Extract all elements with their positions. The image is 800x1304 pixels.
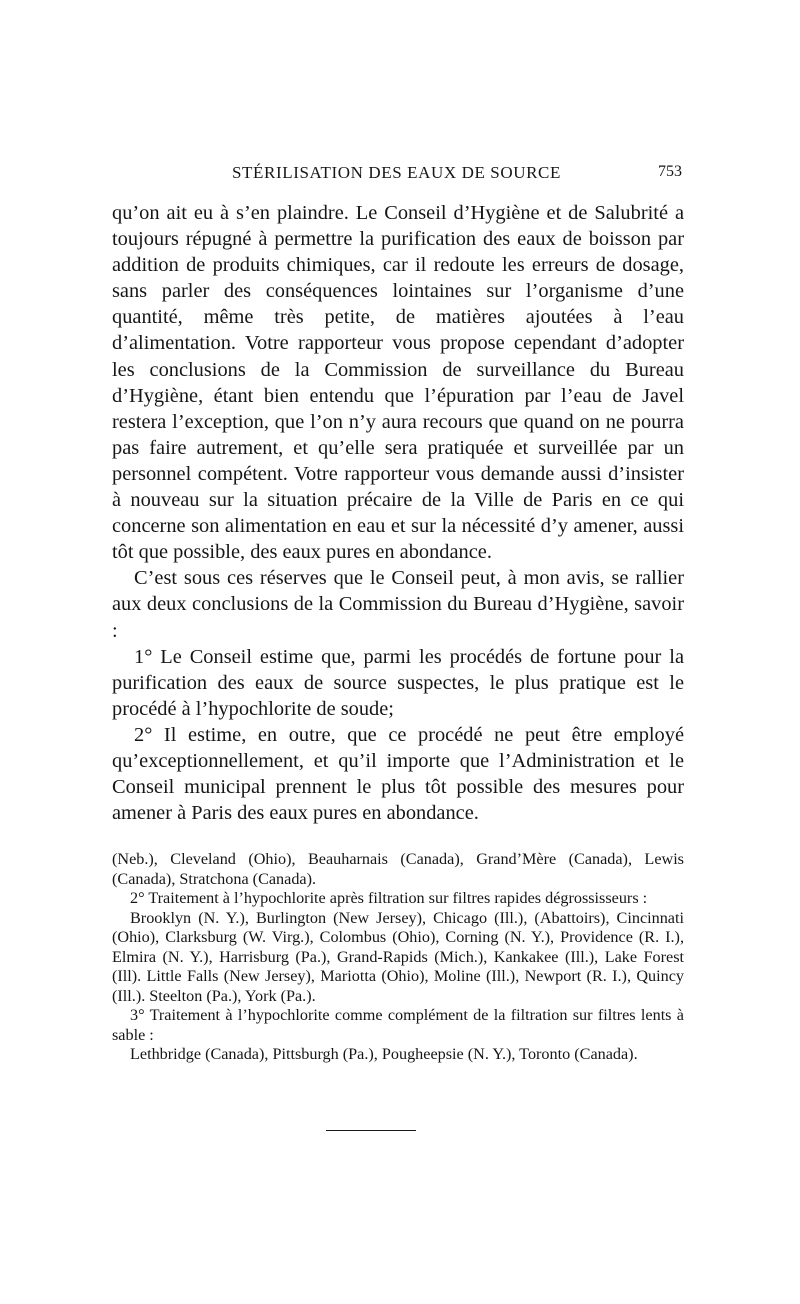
footnotes [112,850,684,1065]
paragraph: 1° Le Conseil estime que, parmi les procédés de fortune pour la purification des eaux de source suspectes, le plus pratique est le procédé à l’hypochlorite de soude; [112,645,684,720]
body-text [112,200,684,826]
paragraph: 2° Il estime, en outre, que ce procédé ne peut être employé qu’exceptionnellement, et qu’il importe que l’Administration et le Conseil municipal prennent le plus tôt possible des mesures pour amener à Paris des eaux pures en abondance. [112,723,684,825]
footnote-line: 2° Traitement à l’hypochlorite après filtration sur filtres rapides dégrossisseurs : [130,889,648,907]
running-title: STÉRILISATION DES EAUX DE SOURCE [232,163,561,182]
paragraph: C’est sous ces réserves que le Conseil peut, à mon avis, se rallier aux deux conclusions de la Commission du Bureau d’Hygiène, savoir : [112,567,684,642]
paragraph: qu’on ait eu à s’en plaindre. Le Conseil d’Hygiène et de Salubrité a toujours répugné à permettre la purification des eaux de boisson par addition de produits chimiques, car il redoute les erreurs de dosage, sans parler des conséquences lointaines sur l’organisme d’une quantité, même très petite, de matières ajoutées à l’eau d’alimentation. Votre rapporteur vous propose cependant d’adopter les conclusions de la Commission de surveillance du Bureau d’Hygiène, étant bien entendu que l’épuration par l’eau de Javel restera l’exception, que l’on n’y aura recours que quand on ne pourra pas faire autrement, et qu’elle sera pratiquée et surveillée par un personnel compétent. Votre rapporteur vous demande aussi d’insister à nouveau sur la situation précaire de la Ville de Paris en ce qui concerne son alimentation en eau et sur la nécessité d’y amener, aussi tôt que possible, des eaux pures en abondance. [112,202,684,564]
footnote-line: Brooklyn (N. Y.), Burlington (New Jersey), Chicago (Ill.), (Abattoirs), Cincinnati (Ohio), Clarksburg (W. Virg.), Colombus (Ohio), Corning (N. Y.), Providence (R. I.), Elmira (N. Y.), Harrisburg (Pa.), Grand-Rapids (Mich.), Kankakee (Ill.), Lake Forest (Ill). Little Falls (New Jersey), Mariotta (Ohio), Moline (Ill.), Newport (R. I.), Quincy (Ill.). Steelton (Pa.), York (Pa.). [112,908,684,1005]
end-rule [326,1130,416,1131]
page-number: 753 [658,163,682,180]
running-head [112,163,682,187]
footnote-line: (Neb.), Cleveland (Ohio), Beauharnais (Canada), Grand’Mère (Canada), Lewis (Canada), Stratchona (Canada). [112,850,684,888]
footnote-line: Lethbridge (Canada), Pittsburgh (Pa.), Pougheepsie (N. Y.), Toronto (Canada). [130,1045,638,1063]
footnote-line: 3° Traitement à l’hypochlorite comme complément de la filtration sur filtres lents à sable : [112,1006,684,1044]
